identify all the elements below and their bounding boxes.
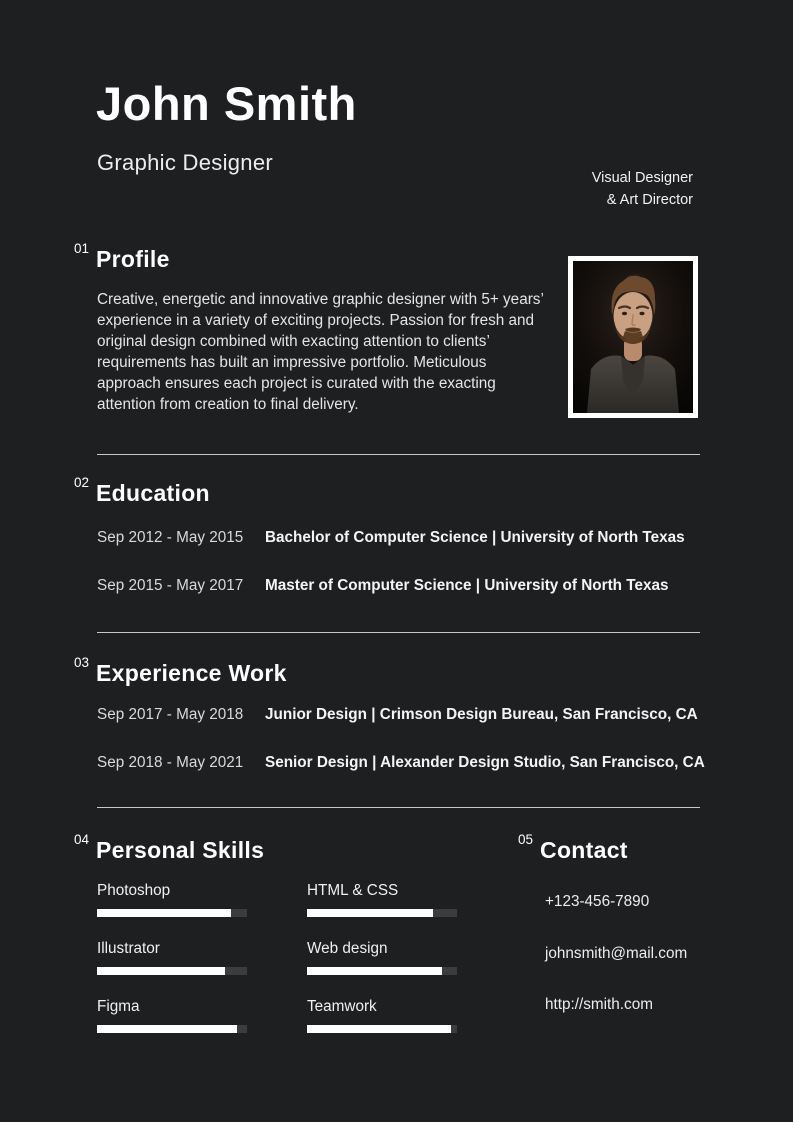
experience-row [97, 706, 698, 724]
section-heading-experience [74, 655, 287, 687]
contact-phone: +123-456-7890 [545, 893, 650, 910]
section-number: 03 [74, 655, 90, 670]
profile-photo [568, 256, 698, 418]
person-role: Graphic Designer [97, 150, 273, 175]
section-title: Profile [96, 246, 170, 272]
skill-bar-track [97, 1025, 247, 1033]
skill-item [307, 998, 457, 1033]
section-divider [97, 454, 700, 455]
section-heading-contact [518, 832, 628, 864]
section-number: 01 [74, 241, 90, 256]
profile-summary: Creative, energetic and innovative graphic designer with 5+ years’ experience in a variety of exciting projects. Passion for fresh and original design combined with exacting attention to clients’ requirements has built an impressive portfolio. Meticulous approach ensures each project is curated with the exacting attention from creation to final delivery. [97, 291, 544, 413]
contact-website: http://smith.com [545, 996, 653, 1013]
section-title: Experience Work [96, 660, 287, 686]
skill-bar-fill [97, 909, 231, 917]
skill-bar-fill [97, 1025, 237, 1033]
skill-bar-fill [97, 967, 225, 975]
skill-label: Figma [97, 998, 140, 1015]
skill-bar-fill [307, 1025, 451, 1033]
skill-item [97, 998, 247, 1033]
section-number: 02 [74, 475, 90, 490]
skill-bar-track [97, 909, 247, 917]
skill-bar-track [307, 909, 457, 917]
skill-item [97, 940, 247, 975]
section-heading-education [74, 475, 210, 507]
education-dates: Sep 2015 - May 2017 [97, 577, 244, 594]
skill-bar-track [307, 1025, 457, 1033]
skill-label: HTML & CSS [307, 882, 399, 899]
education-row [97, 577, 669, 595]
section-divider [97, 632, 700, 633]
section-heading-profile [74, 241, 170, 273]
skill-label: Web design [307, 940, 388, 957]
education-row [97, 529, 685, 547]
tagline-line-2: & Art Director [606, 191, 693, 208]
experience-dates: Sep 2018 - May 2021 [97, 754, 244, 771]
portrait-photo-illustration [573, 261, 693, 413]
section-number: 04 [74, 832, 90, 847]
skill-label: Illustrator [97, 940, 160, 957]
skills-grid [97, 882, 457, 1033]
contact-email: johnsmith@mail.com [545, 944, 688, 962]
skill-bar-fill [307, 909, 433, 917]
experience-detail: Senior Design | Alexander Design Studio, San Francisco, CA [265, 754, 705, 771]
experience-dates: Sep 2017 - May 2018 [97, 706, 244, 723]
section-number: 05 [518, 832, 534, 847]
section-title: Personal Skills [96, 837, 265, 863]
skill-item [307, 882, 457, 917]
skill-bar-track [307, 967, 457, 975]
section-heading-skills [74, 832, 265, 864]
skill-item [97, 882, 247, 917]
section-title: Education [96, 480, 210, 506]
section-title: Contact [540, 837, 628, 863]
skill-label: Photoshop [97, 882, 171, 899]
skill-label: Teamwork [307, 998, 377, 1015]
education-detail: Bachelor of Computer Science | University of North Texas [265, 529, 685, 546]
tagline-line-1: Visual Designer [591, 170, 693, 186]
experience-row [97, 754, 705, 772]
person-name: John Smith [96, 77, 357, 130]
skill-item [307, 940, 457, 975]
skill-bar-track [97, 967, 247, 975]
education-detail: Master of Computer Science | University of North Texas [265, 577, 669, 594]
contact-list [545, 893, 687, 1048]
section-divider [97, 807, 700, 808]
tagline [592, 168, 693, 211]
experience-detail: Junior Design | Crimson Design Bureau, San Francisco, CA [265, 706, 698, 723]
skill-bar-fill [307, 967, 442, 975]
education-dates: Sep 2012 - May 2015 [97, 529, 244, 546]
